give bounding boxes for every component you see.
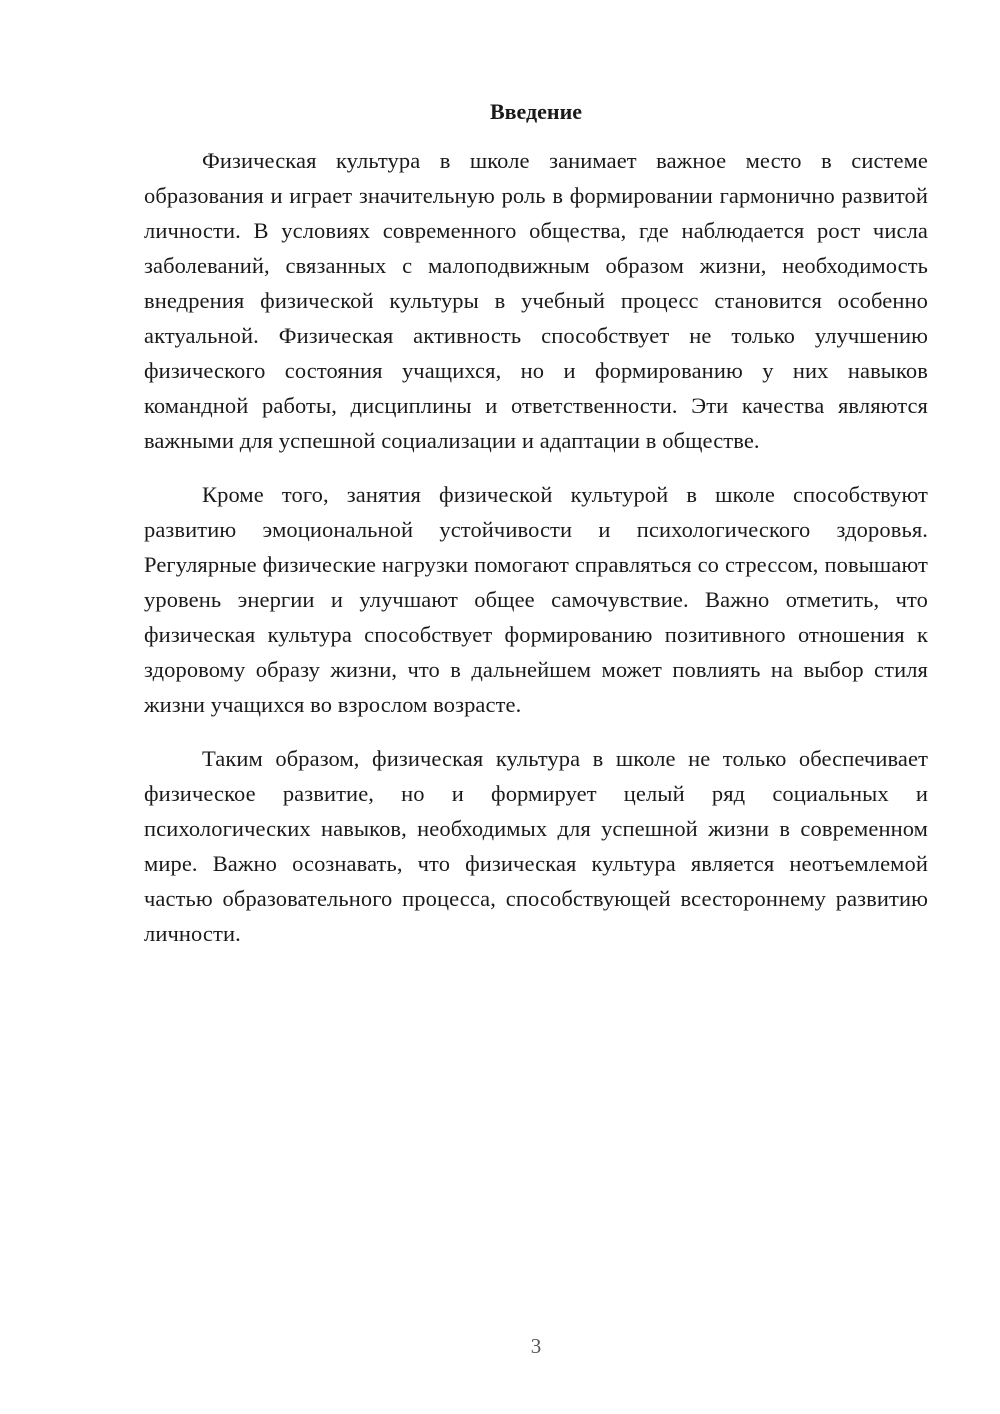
paragraph-2: Кроме того, занятия физической культурой в школе способствуют развитию эмоциональной устойчивости и психологического здоровья. Регулярные физические нагрузки помогают справляться со стрессом, повышают уровень энергии и улучшают общее самочувствие. Важно отметить, что физическая культура способствует формированию позитивного отношения к здоровому образу жизни, что в дальнейшем может повлиять на выбор стиля жизни учащихся во взрослом возрасте.	[144, 482, 928, 717]
section-heading: Введение	[489, 99, 583, 124]
body-text	[144, 143, 928, 970]
paragraph-3: Таким образом, физическая культура в школе не только обеспечивает физическое развитие, но и формирует целый ряд социальных и психологических навыков, необходимых для успешной жизни в современном мире. Важно осознавать, что физическая культура является неотъемлемой частью образовательного процесса, способствующей всестороннему развитию личности.	[144, 746, 928, 946]
page-number: 3	[530, 1334, 542, 1358]
paragraph-1: Физическая культура в школе занимает важное место в системе образования и играет значительную роль в формировании гармонично развитой личности. В условиях современного общества, где наблюдается рост числа заболеваний, связанных с малоподвижным образом жизни, необходимость внедрения физической культуры в учебный процесс становится особенно актуальной. Физическая активность способствует не только улучшению физического состояния учащихся, но и формированию у них навыков командной работы, дисциплины и ответственности. Эти качества являются важными для успешной социализации и адаптации в обществе.	[144, 148, 928, 453]
